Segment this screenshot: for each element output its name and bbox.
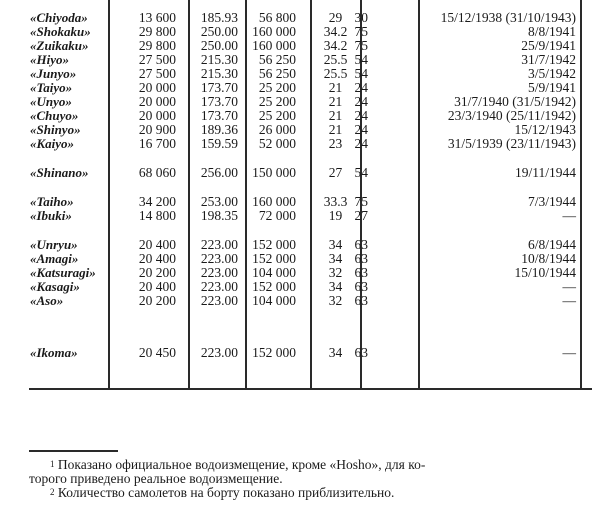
power-cell: 104 000 [252,265,296,280]
date-cell: — [562,345,576,360]
power-cell: 72 000 [258,208,296,223]
date-cell: — [562,293,576,308]
speed-cell: 34.2 [323,24,348,39]
displacement-cell: 13 600 [138,10,176,25]
length-cell: 253.00 [200,194,238,209]
power-cell: 160 000 [252,24,296,39]
speed-cell: 34 [328,345,343,360]
power-cell: 150 000 [252,165,296,180]
footnote-text: Показано официальное водоизмещение, кроме «Hosho», для ко- [54,457,426,472]
power-cell: 104 000 [252,293,296,308]
date-cell: 15/10/1944 [514,265,576,280]
speed-cell: 21 [328,80,343,95]
ship-name: «Shinyo» [30,122,81,137]
speed-cell: 21 [328,94,343,109]
displacement-cell: 68 060 [138,165,176,180]
displacement-cell: 20 000 [138,108,176,123]
length-cell: 250.00 [200,38,238,53]
date-cell: 6/8/1944 [527,237,576,252]
aircraft-cell: 24 [354,108,368,123]
ship-name: «Chuyo» [30,108,79,123]
table-row [0,238,600,252]
power-cell: 152 000 [252,237,296,252]
date-cell: 23/3/1940 (25/11/1942) [447,108,576,123]
date-cell: 7/3/1944 [527,194,576,209]
table-row [0,109,600,123]
footnote-2 [50,486,394,500]
speed-cell: 33.3 [323,194,348,209]
displacement-cell: 16 700 [138,136,176,151]
speed-cell: 25.5 [323,66,348,81]
speed-cell: 32 [328,265,343,280]
aircraft-cell: 27 [354,208,368,223]
displacement-cell: 27 500 [138,66,176,81]
displacement-cell: 34 200 [138,194,176,209]
aircraft-cell: 30 [354,10,368,25]
length-cell: 215.30 [200,52,238,67]
footnote-rule [29,450,118,452]
length-cell: 159.59 [200,136,238,151]
length-cell: 223.00 [200,265,238,280]
aircraft-cell: 54 [354,66,368,81]
displacement-cell: 20 000 [138,80,176,95]
table-row [0,123,600,137]
aircraft-cell: 63 [354,251,368,266]
date-cell: 19/11/1944 [514,165,576,180]
length-cell: 250.00 [200,24,238,39]
ship-name: «Junyo» [30,66,77,81]
footnote-mark: 1 [50,459,55,469]
speed-cell: 34 [328,237,343,252]
aircraft-cell: 24 [354,122,368,137]
footnote-text: торого приведено реальное водоизмещение. [29,471,283,486]
speed-cell: 27 [328,165,343,180]
displacement-cell: 29 800 [138,38,176,53]
length-cell: 189.36 [200,122,238,137]
date-cell: 25/9/1941 [521,38,576,53]
table-row [0,209,600,223]
speed-cell: 29 [328,10,343,25]
ship-name: «Amagi» [30,251,79,266]
power-cell: 56 250 [258,66,296,81]
power-cell: 56 800 [258,10,296,25]
aircraft-cell: 63 [354,265,368,280]
table-row [0,137,600,151]
displacement-cell: 20 200 [138,265,176,280]
date-cell: 31/7/1940 (31/5/1942) [454,94,576,109]
speed-cell: 34 [328,279,343,294]
aircraft-cell: 54 [354,52,368,67]
power-cell: 160 000 [252,38,296,53]
date-cell: 5/9/1941 [527,80,576,95]
table-row [0,67,600,81]
ship-name: «Unyo» [30,94,72,109]
footnote-1-cont [29,472,283,486]
displacement-cell: 20 400 [138,237,176,252]
aircraft-cell: 24 [354,80,368,95]
displacement-cell: 29 800 [138,24,176,39]
footnote-1 [50,458,425,472]
power-cell: 25 200 [258,108,296,123]
speed-cell: 34 [328,251,343,266]
speed-cell: 25.5 [323,52,348,67]
ship-name: «Ibuki» [30,208,72,223]
table-row [0,266,600,280]
date-cell: 10/8/1944 [521,251,576,266]
date-cell: 3/5/1942 [527,66,576,81]
table-row [0,81,600,95]
table-row [0,346,600,360]
ship-name: «Shokaku» [30,24,91,39]
date-cell: 31/5/1939 (23/11/1943) [447,136,576,151]
speed-cell: 23 [328,136,343,151]
power-cell: 26 000 [258,122,296,137]
displacement-cell: 27 500 [138,52,176,67]
displacement-cell: 20 900 [138,122,176,137]
speed-cell: 21 [328,122,343,137]
speed-cell: 19 [328,208,343,223]
length-cell: 223.00 [200,279,238,294]
table-row [0,280,600,294]
displacement-cell: 20 400 [138,279,176,294]
ship-name: «Chiyoda» [30,10,88,25]
length-cell: 223.00 [200,237,238,252]
length-cell: 223.00 [200,345,238,360]
table-row [0,294,600,308]
length-cell: 223.00 [200,251,238,266]
aircraft-cell: 24 [354,136,368,151]
table-row [0,53,600,67]
aircraft-cell: 54 [354,165,368,180]
aircraft-cell: 63 [354,279,368,294]
displacement-cell: 20 200 [138,293,176,308]
speed-cell: 21 [328,108,343,123]
length-cell: 173.70 [200,108,238,123]
date-cell: — [562,208,576,223]
date-cell: 31/7/1942 [521,52,576,67]
table-row [0,39,600,53]
table-bottom-rule [29,388,592,390]
power-cell: 25 200 [258,94,296,109]
table-row [0,95,600,109]
displacement-cell: 20 450 [138,345,176,360]
length-cell: 223.00 [200,293,238,308]
date-cell: 15/12/1943 [514,122,576,137]
displacement-cell: 20 000 [138,94,176,109]
table-row [0,11,600,25]
power-cell: 56 250 [258,52,296,67]
ship-name: «Aso» [30,293,64,308]
table-row [0,195,600,209]
table-row [0,25,600,39]
table-row [0,166,600,180]
length-cell: 185.93 [200,10,238,25]
power-cell: 25 200 [258,80,296,95]
length-cell: 198.35 [200,208,238,223]
power-cell: 152 000 [252,345,296,360]
ship-name: «Katsuragi» [30,265,96,280]
date-cell: 8/8/1941 [527,24,576,39]
date-cell: — [562,279,576,294]
power-cell: 152 000 [252,251,296,266]
ship-name: «Kaiyo» [30,136,75,151]
footnote-text: Количество самолетов на борту показано приблизительно. [54,485,395,500]
ship-name: «Taiho» [30,194,74,209]
power-cell: 152 000 [252,279,296,294]
ship-name: «Kasagi» [30,279,80,294]
date-cell: 15/12/1938 (31/10/1943) [440,10,576,25]
aircraft-cell: 63 [354,345,368,360]
aircraft-cell: 75 [354,194,368,209]
displacement-cell: 20 400 [138,251,176,266]
aircraft-cell: 63 [354,237,368,252]
speed-cell: 34.2 [323,38,348,53]
length-cell: 215.30 [200,66,238,81]
ship-name: «Zuikaku» [30,38,89,53]
power-cell: 160 000 [252,194,296,209]
length-cell: 256.00 [200,165,238,180]
ship-name: «Ikoma» [30,345,78,360]
ship-name: «Unryu» [30,237,78,252]
aircraft-cell: 75 [354,38,368,53]
displacement-cell: 14 800 [138,208,176,223]
speed-cell: 32 [328,293,343,308]
ship-name: «Taiyo» [30,80,73,95]
length-cell: 173.70 [200,80,238,95]
length-cell: 173.70 [200,94,238,109]
ship-name: «Hiyo» [30,52,69,67]
aircraft-cell: 63 [354,293,368,308]
ship-name: «Shinano» [30,165,89,180]
power-cell: 52 000 [258,136,296,151]
table-row [0,252,600,266]
aircraft-cell: 24 [354,94,368,109]
aircraft-cell: 75 [354,24,368,39]
footnote-mark: 2 [50,487,55,497]
